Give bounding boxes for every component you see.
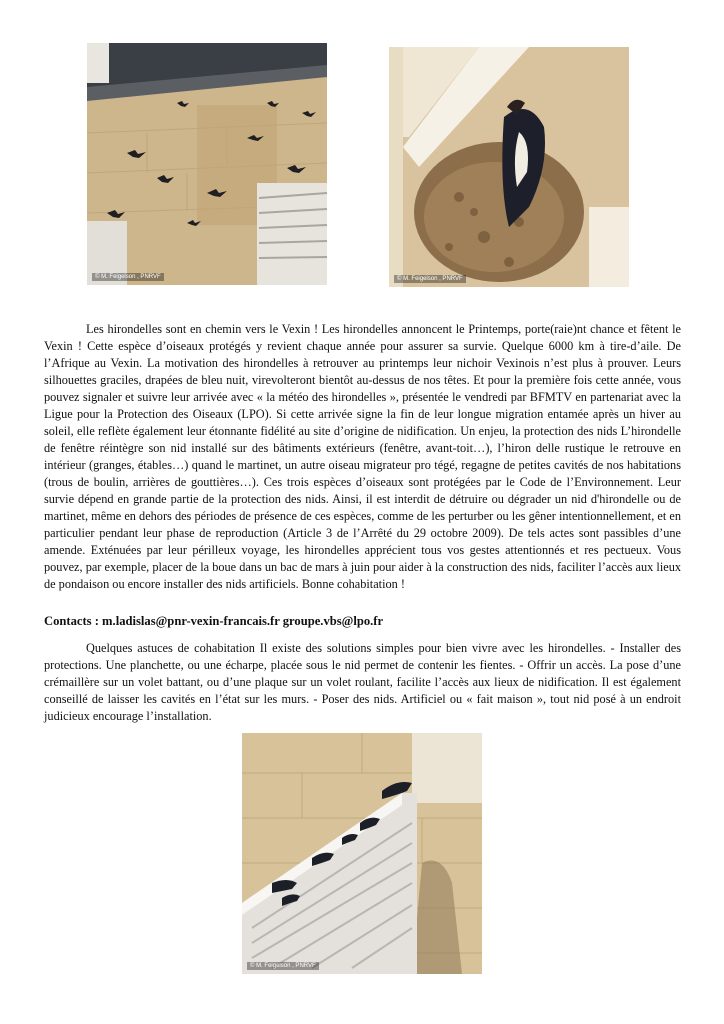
photo-credit: © M. Feigelson , PNRVF — [394, 275, 466, 283]
tips-paragraph: Quelques astuces de cohabitation Il existe des solutions simples pour bien vivre avec les hirondelles. - Installer des protections. Une planchette, ou une écharpe, placée sous le nid permet de contenir les fientes. - Offrir un accès. La pose d’une crémaillère sur un volet battant, ou d’une plaque sur un volet roulant, facilite l’accès aux lieux de nidification. Il est également conseillé de laisser les cavités en l’état sur les murs. - Poser des nids. Artificiel ou « fait maison », tout nid posé à un endroit judicieux encourage l’installation. — [44, 641, 681, 723]
photo-swallow-nest — [389, 47, 629, 287]
photo-swallows-shutter — [242, 733, 482, 974]
photo-swallows-facade — [87, 43, 327, 285]
photo-credit: © M. Feigelson , PNRVF — [247, 962, 319, 970]
photo-credit: © M. Feigelson , PNRVF — [92, 273, 164, 281]
main-paragraph: Les hirondelles sont en chemin vers le Vexin ! Les hirondelles annoncent le Printemps, porte(raie)nt chance et fêtent le Vexin ! Cette espèce d’oiseaux protégés y revient chaque année pour assurer sa survie. Quelque 6000 km à tire-d’aile. De l’Afrique au Vexin. La motivation des hirondelles à retrouver au printemps leur nichoir Vexinois n’est plus à prouver. Leurs silhouettes graciles, drapées de bleu nuit, virevolteront bientôt au-dessus de nos têtes. Et pour la première fois cette année, vous pouvez signaler et suivre leur arrivée avec « la météo des hirondelles », présentée le vendredi par BFMTV en partenariat avec la Ligue pour la Protection des Oiseaux (LPO). Si cette arrivée signe la fin de leur longue migration entamée après un hiver au soleil, elle reflète également leur étonnante fidélité au site d’origine de nidification. Un enjeu, la protection des nids L’hirondelle de fenêtre réintègre son nid installé sur des bâtiments extérieurs (fenêtre, avant-toit…), l’hiron delle rustique le retrouve en intérieur (granges, étables…) quand le martinet, un autre oiseau migrateur pro tégé, regagne de petites cavités de nos habitations (trous de boulin, arrières de gouttières…). Ces trois espèces d’oiseaux sont protégées par le Code de l’Environnement. Leur survie dépend en grande partie de la protection des nids. Ainsi, il est interdit de détruire ou dégrader un nid d'hirondelle ou de martinet, même en dehors des périodes de présence de ces espèces, comme de les perturber ou les gêner intentionnellement, et en particulier pendant leur phase de reproduction (Article 3 de l’Arrêté du 29 octobre 2009). De tels actes sont passibles d’une amende. Exténuées par leur périlleux voyage, les hirondelles apprécient tous vos gestes attentionnés et res pectueux. Vous pouvez, par exemple, placer de la boue dans un bac de mars à juin pour aider à la construction des nids, faciliter l’accès aux lieux de pondaison ou encore installer des nids artificiels. Bonne cohabitation ! — [44, 322, 681, 591]
contacts-line: Contacts : m.ladislas@pnr-vexin-francais.fr groupe.vbs@lpo.fr — [44, 614, 384, 628]
